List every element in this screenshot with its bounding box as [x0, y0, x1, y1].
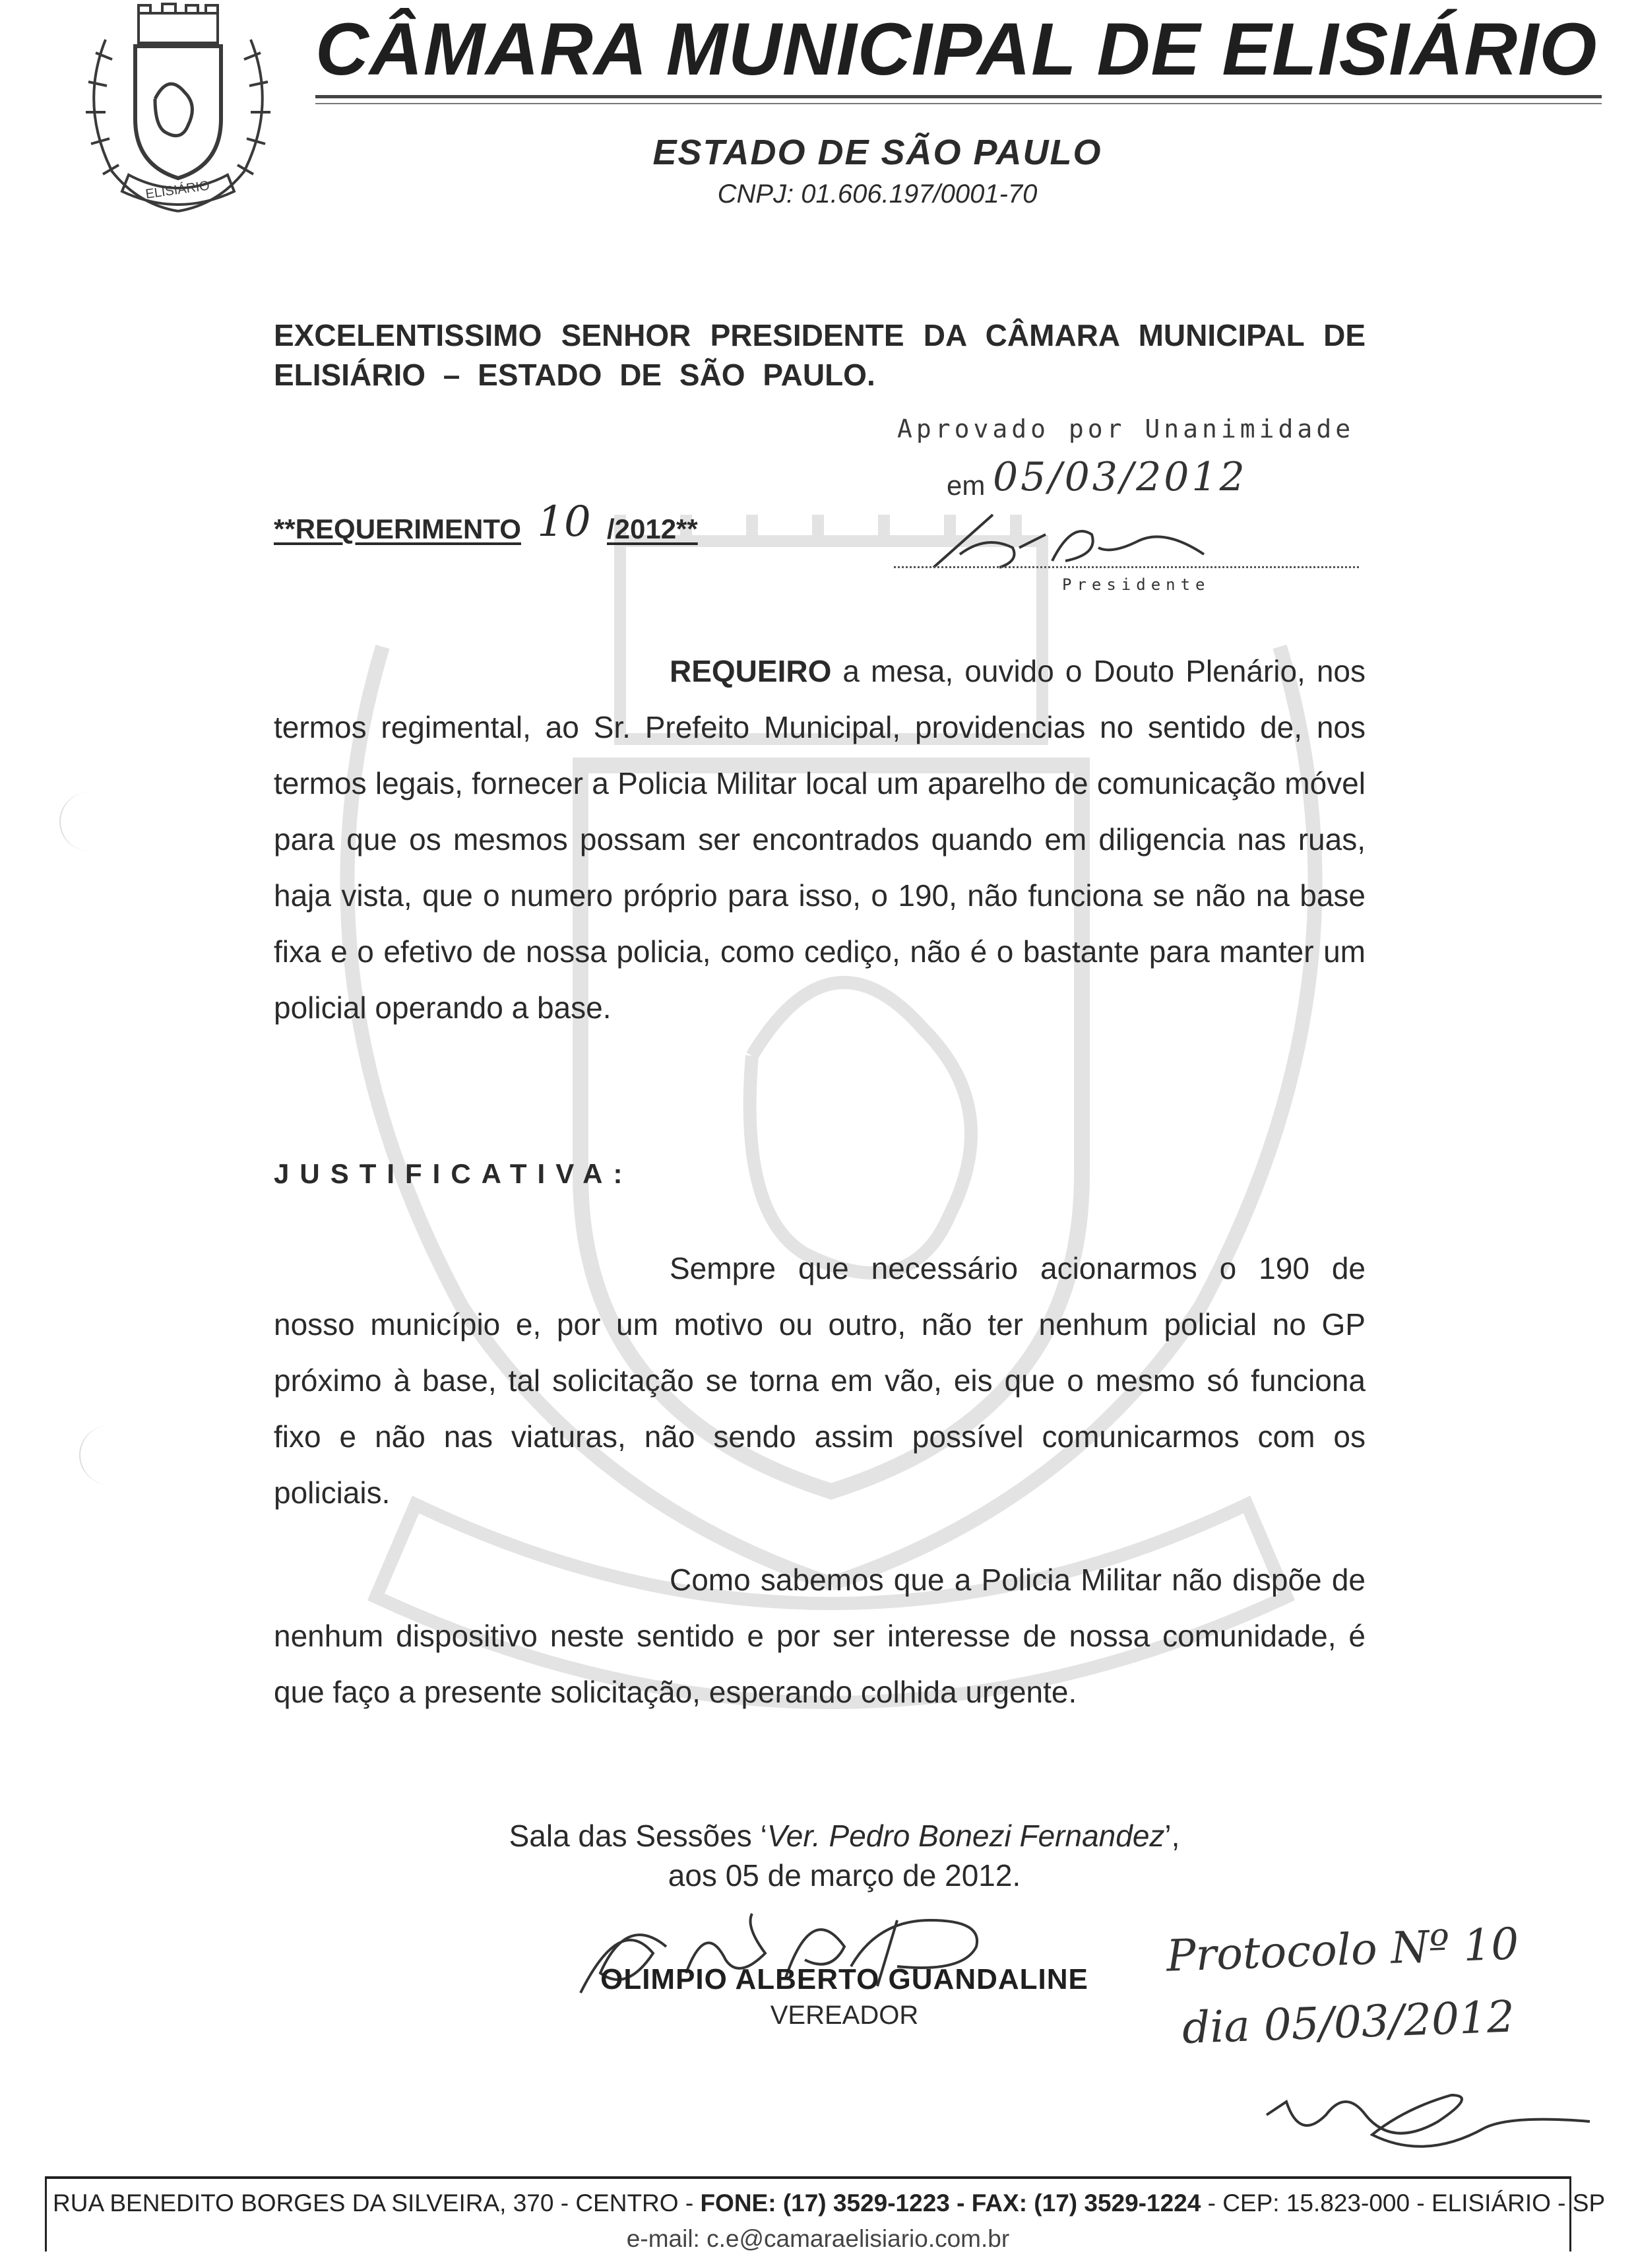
addressee-heading: EXCELENTISSIMO SENHOR PRESIDENTE DA CÂMARA MUNICIPAL DE ELISIÁRIO – ESTADO DE SÃO PAULO.: [274, 318, 1366, 392]
protocol-date: dia 05/03/2012: [1181, 1991, 1516, 2054]
protocol-signature-icon: [1253, 2075, 1596, 2161]
stamp-signature-line: [894, 566, 1359, 568]
approval-stamp-text: Aprovado por Unanimidade: [897, 414, 1355, 443]
session-room-line: [0, 1818, 1636, 1854]
organization-title: CÂMARA MUNICIPAL DE ELISIÁRIO: [315, 8, 1598, 90]
cnpj-line: CNPJ: 01.606.197/0001-70: [717, 179, 1038, 209]
president-signature-icon: [920, 508, 1263, 574]
footer-address: RUA BENEDITO BORGES DA SILVEIRA, 370 - CENTRO -: [53, 2189, 701, 2217]
author-role: VEREADOR: [770, 2001, 919, 2030]
approval-stamp-role: Presidente: [1062, 575, 1211, 594]
requerimento-prefix: **REQUERIMENTO: [274, 513, 521, 544]
footer-phone-fax: FONE: (17) 3529-1223 - FAX: (17) 3529-1224: [700, 2189, 1201, 2217]
request-lead: REQUEIRO: [670, 654, 832, 688]
justification-text-2: Como sabemos que a Policia Militar não dispõe de nenhum dispositivo neste sentido e por ser interesse de nossa comunidade, é que faço a presente solicitação, esperando colhida urgente.: [274, 1563, 1366, 1709]
session-room-suffix: ’,: [1164, 1819, 1180, 1853]
request-paragraph: [274, 643, 1366, 1036]
approval-stamp-em: em: [947, 470, 986, 501]
header-rule: [315, 95, 1602, 98]
footer-cep: - CEP: 15.823-000 - ELISIÁRIO - SP: [1201, 2189, 1606, 2217]
protocol-number: Protocolo Nº 10: [1165, 1918, 1520, 1982]
justification-heading: JUSTIFICATIVA:: [274, 1158, 633, 1189]
hole-punch-mark: [79, 1425, 140, 1485]
closing-date: aos 05 de março de 2012.: [668, 1858, 1021, 1893]
header-rule-thin: [315, 103, 1602, 104]
session-room-name: Ver. Pedro Bonezi Fernandez: [767, 1819, 1165, 1853]
approval-stamp-date: 05/03/2012: [993, 454, 1247, 500]
hole-punch-mark: [59, 792, 120, 851]
protocol-handwritten-note: [1165, 1907, 1539, 2065]
requerimento-number-line: [274, 500, 698, 549]
justification-text-1: Sempre que necessário acionarmos o 190 de nosso município e, por um motivo ou outro, não ter nenhum policial no GP próximo à base, tal solicitação se torna em vão, eis que o mesmo só funciona fixo e não nas viaturas, não sendo assim possível comunicarmos com os policiais.: [274, 1251, 1366, 1510]
footer-email: e-mail: c.e@camaraelisiario.com.br: [626, 2225, 1010, 2252]
justification-paragraph-2: [274, 1552, 1366, 1720]
author-name: OLIMPIO ALBERTO GUANDALINE: [600, 1963, 1088, 1995]
requerimento-number: 10: [537, 498, 591, 546]
session-room-prefix: Sala das Sessões ‘: [509, 1819, 767, 1853]
justification-paragraph-1: [274, 1241, 1366, 1521]
state-subtitle: ESTADO DE SÃO PAULO: [652, 133, 1102, 172]
footer-address-line: [53, 2189, 1606, 2217]
request-text: a mesa, ouvido o Douto Plenário, nos termos regimental, ao Sr. Prefeito Municipal, providencias no sentido de, nos termos legais, fornecer a Policia Militar local um aparelho de comunicação móvel para que os mesmos possam ser encontrados quando em diligencia nas ruas, haja vista, que o numero próprio para isso, o 190, não funciona se não na base fixa e o efetivo de nossa policia, como cediço, não é o bastante para manter um policial operando a base.: [274, 654, 1366, 1025]
requerimento-suffix: /2012**: [606, 513, 698, 544]
crest-banner-text: ELISIÁRIO: [144, 178, 211, 202]
